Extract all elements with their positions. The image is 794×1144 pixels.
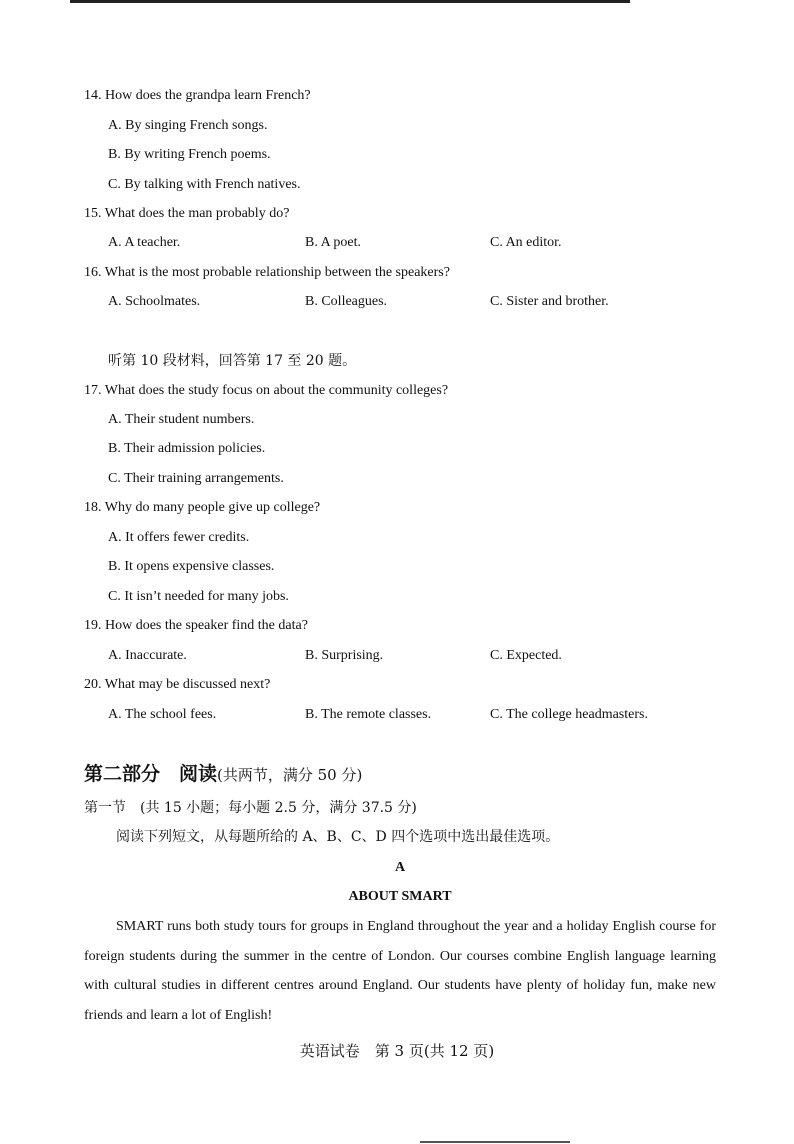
question-option: A. It offers fewer credits. — [108, 530, 250, 545]
question-option: A. By singing French songs. — [108, 117, 268, 133]
section-heading: 第一节 (共 15 小题；每小题 2.5 分，满分 37.5 分) — [84, 800, 417, 816]
question-stem: 18. Why do many people give up college? — [84, 500, 321, 515]
question-option: B. Surprising. — [305, 648, 384, 663]
passage-title: ABOUT SMART — [348, 889, 452, 904]
option-row — [108, 233, 724, 253]
question-stem: 14. How does the grandpa learn French? — [84, 88, 311, 103]
page-footer: 英语试卷 第 3 页(共 12 页) — [299, 1042, 495, 1060]
part-subtitle: (共两节，满分 50 分) — [217, 766, 363, 784]
question-option: A. Their student numbers. — [108, 412, 255, 427]
question-stem: 15. What does the man probably do? — [84, 206, 290, 221]
question-option: C. The college headmasters. — [490, 707, 648, 722]
option-row — [108, 292, 724, 312]
question-option: C. An editor. — [490, 235, 562, 250]
reading-instruction: 阅读下列短文，从每题所给的 A、B、C、D 四个选项中选出最佳选项。 — [116, 829, 560, 845]
passage-paragraph: SMART runs both study tours for groups in England throughout the year and a holiday English course for foreign students during the summer in the centre of London. Our courses combine English language learning with cultural studies in different centres around England. Our students have plenty of holiday fun, make new friends and learn a lot of English! — [84, 919, 716, 1023]
option-row — [108, 646, 724, 666]
option-row — [108, 705, 724, 725]
part-heading — [84, 764, 362, 787]
question-option: B. Their admission policies. — [108, 441, 266, 456]
listening-instruction: 听第 10 段材料，回答第 17 至 20 题。 — [108, 353, 357, 369]
top-border-rule — [70, 0, 630, 3]
question-stem: 19. How does the speaker find the data? — [84, 618, 308, 633]
question-option: A. The school fees. — [108, 707, 217, 722]
question-option: A. Inaccurate. — [108, 648, 187, 663]
question-option: C. Their training arrangements. — [108, 471, 284, 486]
question-option: C. By talking with French natives. — [108, 176, 301, 192]
bottom-border-rule — [420, 1141, 570, 1143]
question-option: B. The remote classes. — [305, 707, 432, 722]
question-stem: 16. What is the most probable relationship between the speakers? — [84, 265, 450, 280]
question-option: C. Expected. — [490, 648, 562, 663]
question-option: A. Schoolmates. — [108, 294, 201, 309]
passage-letter: A — [394, 860, 406, 875]
question-option: B. By writing French poems. — [108, 147, 271, 162]
question-stem: 17. What does the study focus on about the community colleges? — [84, 383, 449, 398]
part-title: 第二部分 阅读 — [84, 763, 218, 785]
question-stem: 20. What may be discussed next? — [84, 677, 271, 692]
question-option: A. A teacher. — [108, 235, 181, 250]
question-option: C. It isn’t needed for many jobs. — [108, 589, 289, 604]
question-option: B. A poet. — [305, 235, 362, 250]
question-option: C. Sister and brother. — [490, 294, 609, 309]
question-option: B. Colleagues. — [305, 294, 388, 309]
question-option: B. It opens expensive classes. — [108, 559, 275, 574]
